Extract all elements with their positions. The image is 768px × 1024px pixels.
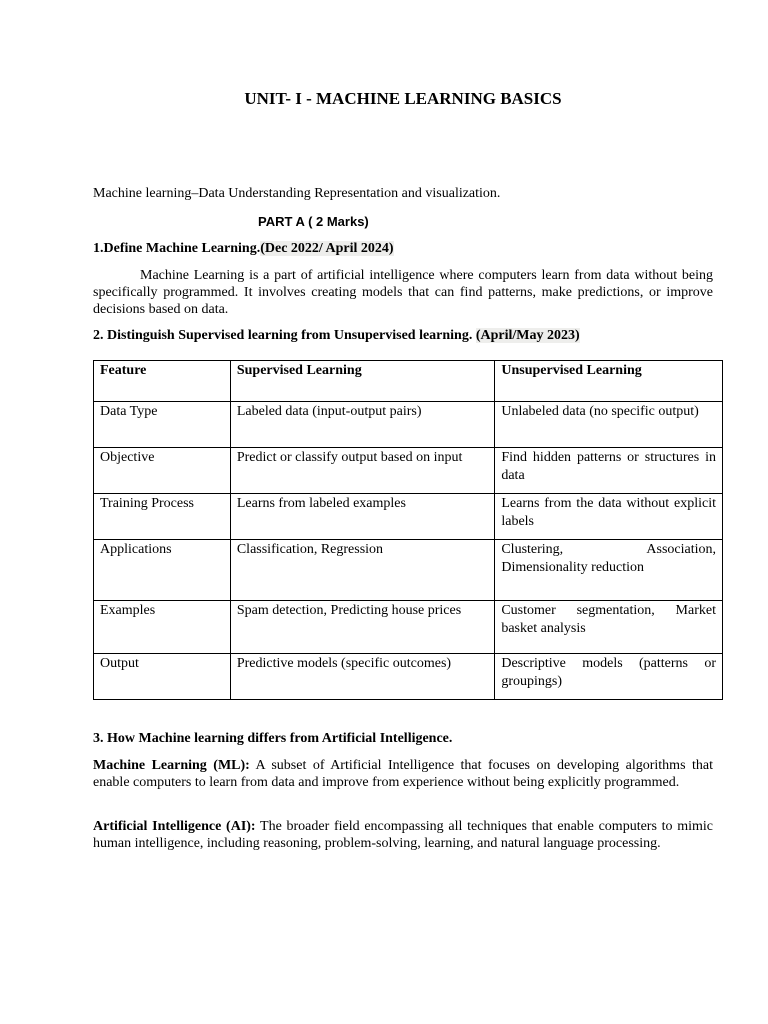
question-1-label: 1.Define Machine Learning.	[93, 241, 261, 256]
table-cell: Labeled data (input-output pairs)	[230, 402, 495, 448]
table-cell: Predict or classify output based on input	[230, 448, 495, 494]
ai-definition-text: The broader field encompassing all techniques that enable computers to mimic human intelligence, including reasoning, problem-solving, learning, and natural language processing.	[93, 819, 713, 851]
table-header-row	[94, 361, 723, 402]
table-cell: Unlabeled data (no specific output)	[495, 402, 723, 448]
table-cell: Examples	[94, 601, 231, 654]
table-row	[94, 448, 723, 494]
table-cell: Applications	[94, 540, 231, 601]
table-cell: Find hidden patterns or structures in data	[495, 448, 723, 494]
part-heading: PART A ( 2 Marks)	[258, 214, 369, 229]
question-2-tag: (April/May 2023)	[475, 328, 580, 343]
page-title: UNIT- I - MACHINE LEARNING BASICS	[244, 89, 562, 108]
question-1-answer: Machine Learning is a part of artificial intelligence where computers learn from data without being specifically programmed. It involves creating models that can find patterns, make predictions, or improve decisions based on data.	[93, 268, 713, 317]
table-cell: Spam detection, Predicting house prices	[230, 601, 495, 654]
question-1-tag: (Dec 2022/ April 2024)	[260, 241, 394, 256]
table-cell: Descriptive models (patterns or groupings)	[495, 654, 723, 700]
table-row	[94, 601, 723, 654]
table-cell: Classification, Regression	[230, 540, 495, 601]
table-cell: Predictive models (specific outcomes)	[230, 654, 495, 700]
table-cell: Learns from the data without explicit labels	[495, 494, 723, 540]
table-cell: Output	[94, 654, 231, 700]
question-2-label: 2. Distinguish Supervised learning from Unsupervised learning.	[93, 328, 473, 343]
ai-definition	[93, 818, 713, 852]
table-cell: Training Process	[94, 494, 231, 540]
comparison-table	[93, 360, 723, 700]
table-cell: Customer segmentation, Market basket analysis	[495, 601, 723, 654]
table-cell: Data Type	[94, 402, 231, 448]
ml-definition	[93, 757, 713, 791]
table-row	[94, 540, 723, 601]
table-header-cell: Supervised Learning	[230, 361, 495, 402]
ai-definition-lead: Artificial Intelligence (AI):	[93, 819, 256, 834]
question-2-heading	[93, 327, 580, 344]
table-cell: Clustering, Association, Dimensionality reduction	[495, 540, 723, 601]
table-row	[94, 654, 723, 700]
table-cell: Objective	[94, 448, 231, 494]
table-cell: Learns from labeled examples	[230, 494, 495, 540]
table-row	[94, 402, 723, 448]
ml-definition-text: A subset of Artificial Intelligence that focuses on developing algorithms that enable computers to learn from data and improve from experience without being explicitly programmed.	[93, 758, 713, 790]
unit-subtitle: Machine learning–Data Understanding Representation and visualization.	[93, 186, 501, 201]
table-row	[94, 494, 723, 540]
question-3-heading: 3. How Machine learning differs from Artificial Intelligence.	[93, 731, 453, 746]
ml-definition-lead: Machine Learning (ML):	[93, 758, 250, 773]
table-header-cell: Unsupervised Learning	[495, 361, 723, 402]
question-1-heading	[93, 240, 394, 257]
table-header-cell: Feature	[94, 361, 231, 402]
